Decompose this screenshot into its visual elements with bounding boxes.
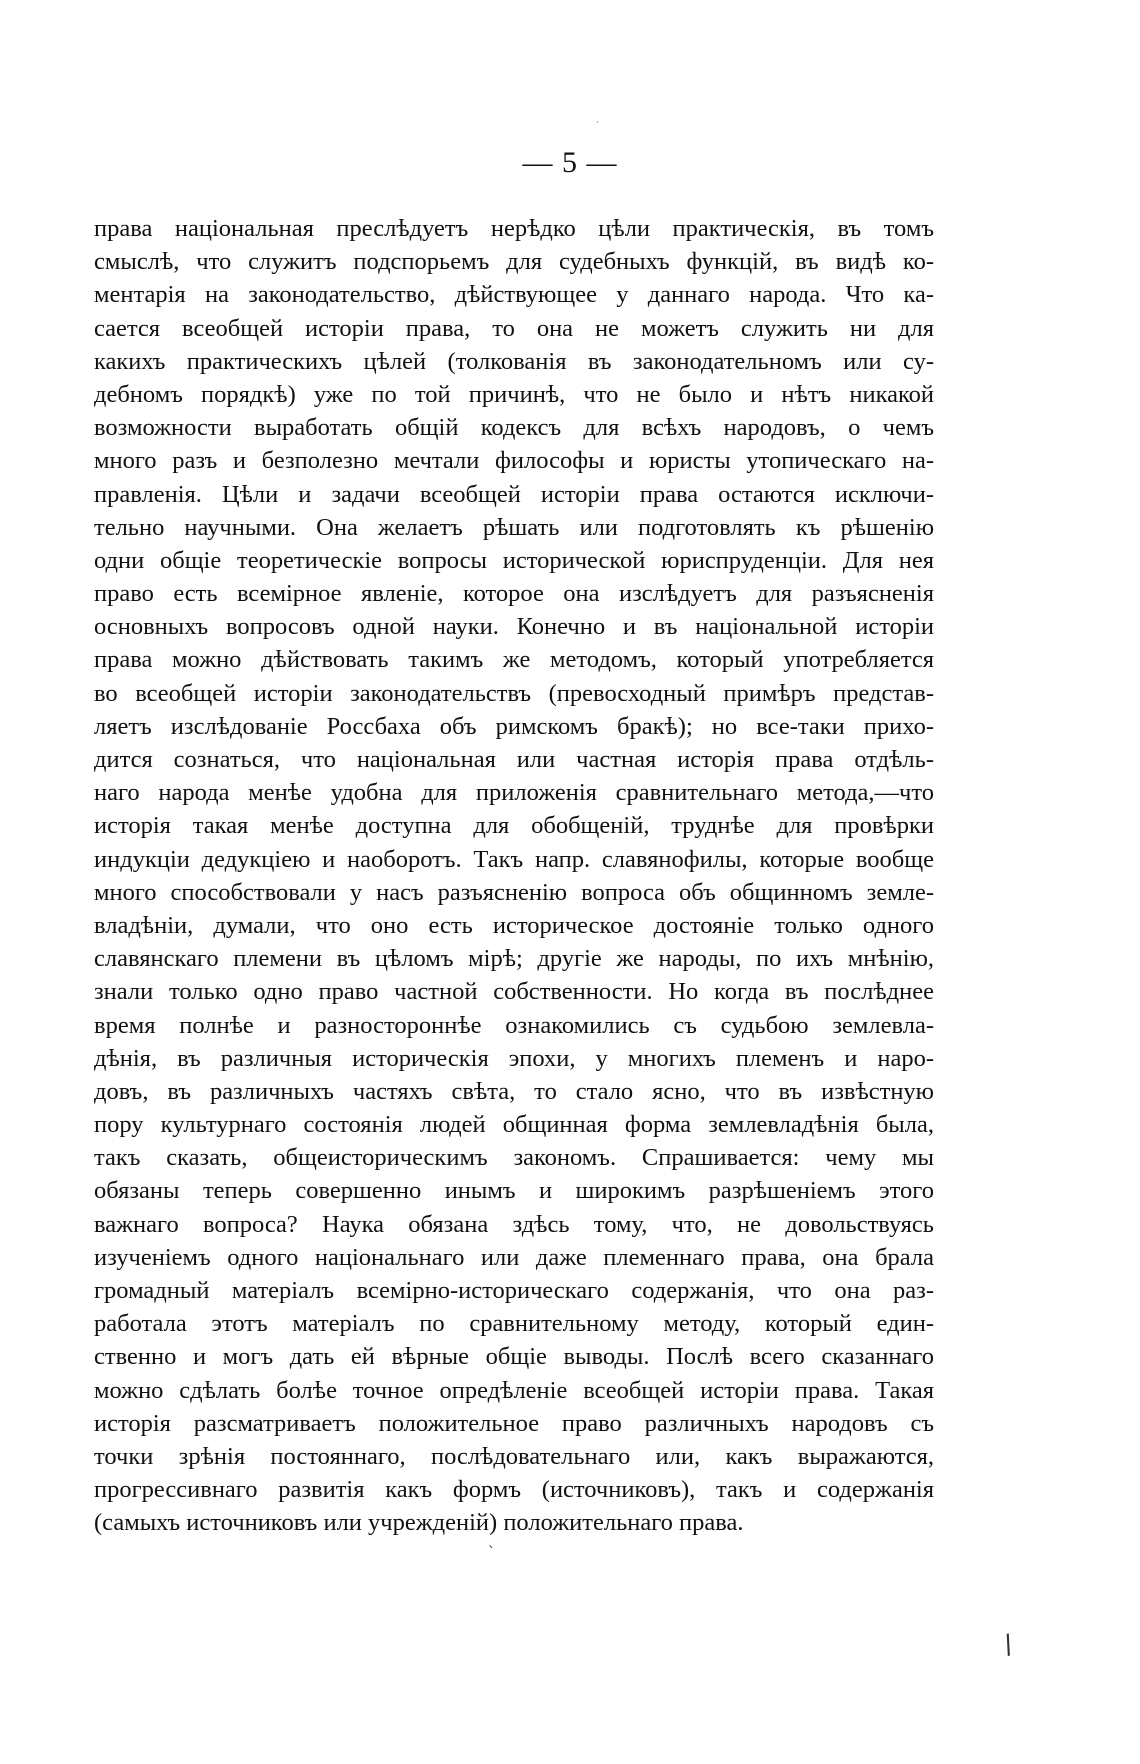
print-speck: · [596, 118, 599, 127]
text-line: дится сознаться, что національная или частная исторія права отдѣль- [94, 746, 934, 773]
text-line: много разъ и безполезно мечтали философы и юристы утопическаго на- [94, 447, 934, 475]
text-line: такъ сказать, общеисторическимъ закономъ. Спрашивается: чему мы [94, 1144, 934, 1172]
text-line: ляетъ изслѣдованіе Россбаха объ римскомъ бракѣ); но все-таки прихо- [94, 712, 934, 740]
text-line: точки зрѣнія постояннаго, послѣдовательнаго или, какъ выражаются, [94, 1442, 934, 1470]
body-text [94, 212, 934, 1540]
text-line: важнаго вопроса? Наука обязана здѣсь тому, что, не довольствуясь [94, 1210, 934, 1238]
text-line: право есть всемірное явленіе, которое она изслѣдуетъ для разъясненія [94, 580, 934, 608]
text-line: обязаны теперь совершенно инымъ и широкимъ разрѣшеніемъ этого [94, 1177, 934, 1205]
text-line: (самыхъ источниковъ или учрежденій) положительнаго права. [94, 1509, 744, 1537]
text-line: дебномъ порядкѣ) уже по той причинѣ, что не было и нѣтъ никакой [94, 380, 934, 408]
text-line: возможности выработать общій кодексъ для всѣхъ народовъ, о чемъ [94, 414, 934, 442]
text-line: одни общіе теоретическіе вопросы исторической юриспруденціи. Для нея [94, 546, 934, 574]
text-line: время полнѣе и разностороннѣе ознакомились съ судьбою землевла- [94, 1011, 934, 1039]
text-line: изученіемъ одного національнаго или даже племеннаго права, она брала [94, 1243, 934, 1271]
text-line: наго народа менѣе удобна для приложенія сравнительнаго метода,—что [94, 779, 934, 807]
text-line: ственно и могъ дать ей вѣрные общіе выводы. Послѣ всего сказаннаго [94, 1343, 934, 1371]
text-line: довъ, въ различныхъ частяхъ свѣта, то стало ясно, что въ извѣстную [94, 1077, 934, 1105]
text-line: какихъ практическихъ цѣлей (толкованія въ законодательномъ или су- [94, 347, 934, 375]
text-line: работала этотъ матеріалъ по сравнительному методу, который един- [94, 1310, 934, 1338]
text-line: тельно научными. Она желаетъ рѣшать или подготовлять къ рѣшенію [94, 513, 934, 541]
text-line: ментарія на законодательство, дѣйствующее у даннаго народа. Что ка- [94, 281, 934, 309]
text-line: прогрессивнаго развитія какъ формъ (источниковъ), такъ и содержанія [94, 1476, 934, 1504]
text-line: дѣнія, въ различныя историческія эпохи, у многихъ племенъ и наро- [94, 1044, 934, 1072]
text-line: правленія. Цѣли и задачи всеобщей исторіи права остаются исключи- [94, 480, 934, 508]
text-line: права національная преслѣдуетъ нерѣдко цѣли практическія, въ томъ [94, 215, 934, 242]
text-line: громадный матеріалъ всемірно-историческаго содержанія, что она раз- [94, 1277, 934, 1304]
text-line: сается всеобщей исторіи права, то она не можетъ служить ни для [94, 314, 934, 342]
text-line: пору культурнаго состоянія людей общинная форма землевладѣнія была, [94, 1111, 934, 1139]
text-line: знали только одно право частной собственности. Но когда въ послѣднее [94, 978, 934, 1006]
text-line: индукціи дедукціею и наоборотъ. Такъ напр. славянофилы, которые вообще [94, 845, 934, 873]
text-line: можно сдѣлать болѣе точное опредѣленіе всеобщей исторіи права. Такая [94, 1376, 934, 1404]
text-line: исторія такая менѣе доступна для обобщеній, труднѣе для провѣрки [94, 812, 934, 840]
text-line: много способствовали у насъ разъясненію вопроса объ общинномъ земле- [94, 878, 934, 906]
text-line: смыслѣ, что служитъ подспорьемъ для судебныхъ функцій, въ видѣ ко- [94, 248, 934, 276]
page-number: — 5 — [522, 146, 618, 179]
pencil-mark: / [999, 1629, 1018, 1661]
text-line: права можно дѣйствовать такимъ же методомъ, который употребляется [94, 646, 934, 674]
print-speck-middle: ˋ [488, 1545, 495, 1561]
text-line: владѣніи, думали, что оно есть историческое достояніе только одного [94, 911, 934, 939]
text-line: во всеобщей исторіи законодательствъ (превосходный примѣръ представ- [94, 679, 934, 707]
text-line: основныхъ вопросовъ одной науки. Конечно и въ національной исторіи [94, 613, 934, 641]
text-line: славянскаго племени въ цѣломъ мірѣ; другіе же народы, по ихъ мнѣнію, [94, 945, 934, 973]
text-line: исторія разсматриваетъ положительное право различныхъ народовъ съ [94, 1409, 934, 1437]
